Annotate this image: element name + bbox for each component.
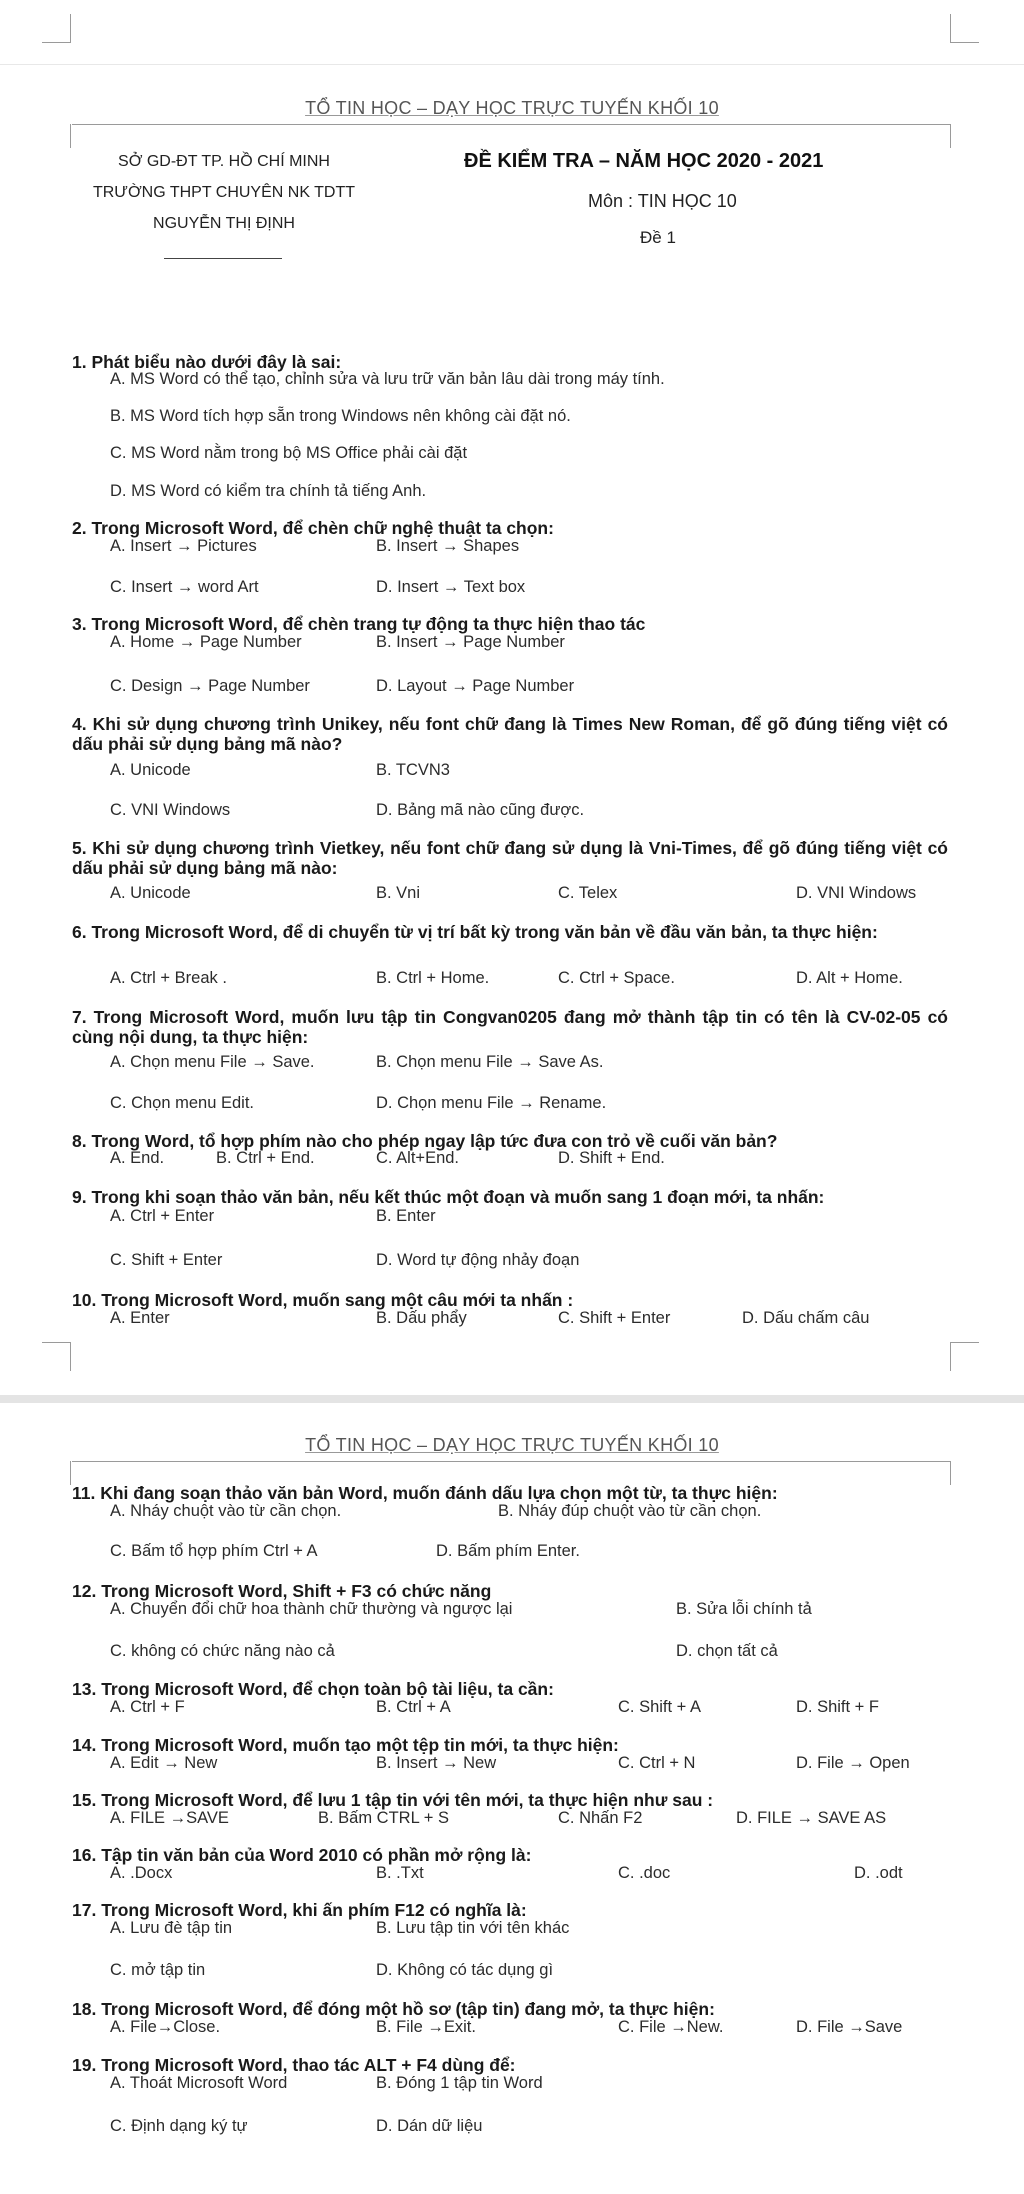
answer-option: C. VNI Windows — [110, 801, 231, 819]
answer-option: D. Không có tác dụng gì — [376, 1961, 554, 1979]
crop-mark — [42, 124, 71, 148]
answer-option: B. Dấu phẩy — [376, 1309, 467, 1327]
exam-title: ĐỀ KIỂM TRA – NĂM HỌC 2020 - 2021 — [464, 150, 824, 172]
running-header: TỔ TIN HỌC – DẠY HỌC TRỰC TUYẾN KHỐI 10 — [305, 1435, 719, 1455]
question: 1. Phát biểu nào dưới đây là sai: — [72, 352, 342, 372]
answer-option: C. .doc — [618, 1864, 671, 1882]
answer-option: A. .Docx — [110, 1864, 173, 1882]
answer-option: B. Enter — [376, 1207, 436, 1225]
answer-option: B. Sửa lỗi chính tả — [676, 1600, 812, 1618]
crop-mark — [950, 1342, 979, 1371]
question: 10. Trong Microsoft Word, muốn sang một câu mới ta nhấn : — [72, 1290, 574, 1310]
crop-mark — [42, 14, 71, 43]
answer-option: A. Ctrl + Enter — [110, 1207, 215, 1225]
answer-option: B. Vni — [376, 884, 421, 902]
answer-option: A. Ctrl + Break . — [110, 969, 227, 987]
answer-option: A. Nháy chuột vào từ cần chọn. — [110, 1502, 342, 1520]
answer-option: B. MS Word tích hợp sẵn trong Windows nên không cài đặt nó. — [110, 407, 571, 425]
crop-mark — [950, 1461, 979, 1485]
answer-option: D. Bảng mã nào cũng được. — [376, 801, 585, 819]
answer-option: A. End. — [110, 1149, 165, 1167]
answer-option: A. Lưu đè tập tin — [110, 1919, 233, 1937]
answer-option: A. Unicode — [110, 884, 191, 902]
answer-option: C. Ctrl + Space. — [558, 969, 675, 987]
answer-option: B. Insert → Shapes — [376, 537, 520, 555]
question: 8. Trong Word, tổ hợp phím nào cho phép ngay lập tức đưa con trỏ về cuối văn bản? — [72, 1131, 778, 1151]
answer-option: D. MS Word có kiểm tra chính tả tiếng Anh. — [110, 482, 427, 500]
answer-option: A. Enter — [110, 1309, 170, 1327]
question: 16. Tập tin văn bản của Word 2010 có phần mở rộng là: — [72, 1845, 532, 1865]
answer-option: D. Bấm phím Enter. — [436, 1542, 580, 1560]
answer-option: D. chọn tất cả — [676, 1642, 778, 1660]
answer-option: B. .Txt — [376, 1864, 424, 1882]
answer-option: A. Ctrl + F — [110, 1698, 185, 1716]
crop-mark — [42, 1461, 71, 1485]
crop-mark — [42, 1342, 71, 1371]
answer-option: C. Shift + A — [618, 1698, 701, 1716]
answer-option: C. Shift + Enter — [110, 1251, 223, 1269]
answer-option: C. Định dạng ký tự — [110, 2117, 248, 2135]
header-rule — [0, 64, 1024, 65]
running-header: TỔ TIN HỌC – DẠY HỌC TRỰC TUYẾN KHỐI 10 — [305, 98, 719, 118]
answer-option: B. Bấm CTRL + S — [318, 1809, 449, 1827]
answer-option: D. File →Save — [796, 2018, 903, 2036]
crop-mark — [950, 14, 979, 43]
question: 9. Trong khi soạn thảo văn bản, nếu kết thúc một đoạn và muốn sang 1 đoạn mới, ta nhấn: — [72, 1187, 825, 1207]
answer-option: D. VNI Windows — [796, 884, 917, 902]
answer-option: C. Shift + Enter — [558, 1309, 671, 1327]
answer-option: D. .odt — [854, 1864, 903, 1882]
question: 15. Trong Microsoft Word, để lưu 1 tập tin với tên mới, ta thực hiện như sau : — [72, 1790, 714, 1810]
answer-option: A. Unicode — [110, 761, 191, 779]
answer-option: C. Chọn menu Edit. — [110, 1094, 254, 1112]
answer-option: B. Đóng 1 tập tin Word — [376, 2074, 543, 2092]
question: 13. Trong Microsoft Word, để chọn toàn bộ tài liệu, ta cần: — [72, 1679, 554, 1699]
answer-option: B. Ctrl + Home. — [376, 969, 490, 987]
question: 18. Trong Microsoft Word, để đóng một hồ sơ (tập tin) đang mở, ta thực hiện: — [72, 1999, 715, 2019]
answer-option: C. Telex — [558, 884, 618, 902]
answer-option: D. File → Open — [796, 1754, 910, 1772]
answer-option: B. Insert → Page Number — [376, 633, 565, 651]
answer-option: B. TCVN3 — [376, 761, 450, 779]
question: 14. Trong Microsoft Word, muốn tạo một tệp tin mới, ta thực hiện: — [72, 1735, 619, 1755]
answer-option: A. MS Word có thể tạo, chỉnh sửa và lưu trữ văn bản lâu dài trong máy tính. — [110, 370, 665, 388]
answer-option: D. Dán dữ liệu — [376, 2117, 483, 2135]
answer-option: B. Insert → New — [376, 1754, 497, 1772]
question: 11. Khi đang soạn thảo văn bản Word, muốn đánh dấu lựa chọn một từ, ta thực hiện: — [72, 1483, 778, 1503]
answer-option: B. File →Exit. — [376, 2018, 476, 2036]
answer-option: C. Nhấn F2 — [558, 1809, 643, 1827]
answer-option: D. Shift + F — [796, 1698, 879, 1716]
answer-option: D. FILE → SAVE AS — [736, 1809, 887, 1827]
answer-option: C. Insert → word Art — [110, 578, 259, 596]
answer-option: C. mở tập tin — [110, 1961, 206, 1979]
answer-option: C. Alt+End. — [376, 1149, 460, 1167]
question: 6. Trong Microsoft Word, để di chuyển từ vị trí bất kỳ trong văn bản về đầu văn bản, ta thực hiện: — [72, 922, 878, 942]
answer-option: A. Thoát Microsoft Word — [110, 2074, 288, 2092]
answer-option: A. File→Close. — [110, 2018, 221, 2036]
document-page-2 — [0, 1403, 1024, 2194]
answer-option: A. Home → Page Number — [110, 633, 302, 651]
question: 5. Khi sử dụng chương trình Vietkey, nếu font chữ đang sử dụng là Vni-Times, để gõ đúng tiếng việt có dấu phải sử dụng bảng mã nào: — [72, 838, 948, 878]
question: 12. Trong Microsoft Word, Shift + F3 có chức năng — [72, 1581, 492, 1601]
question: 3. Trong Microsoft Word, để chèn trang tự động ta thực hiện thao tác — [72, 614, 646, 634]
answer-option: D. Insert → Text box — [376, 578, 526, 596]
question: 7. Trong Microsoft Word, muốn lưu tập tin Congvan0205 đang mở thành tập tin có tên là CV-02-05 có cùng nội dung, ta thực hiện: — [72, 1007, 948, 1047]
answer-option: B. Chọn menu File → Save As. — [376, 1053, 604, 1071]
answer-option: A. Edit → New — [110, 1754, 218, 1772]
answer-option: A. Chuyển đổi chữ hoa thành chữ thường và ngược lại — [110, 1600, 513, 1618]
question: 19. Trong Microsoft Word, thao tác ALT + F4 dùng để: — [72, 2055, 516, 2075]
answer-option: B. Ctrl + A — [376, 1698, 451, 1716]
answer-option: C. MS Word nằm trong bộ MS Office phải cài đặt — [110, 444, 468, 462]
exam-version: Đề 1 — [640, 228, 676, 247]
answer-option: C. Ctrl + N — [618, 1754, 696, 1772]
question: 4. Khi sử dụng chương trình Unikey, nếu font chữ đang là Times New Roman, để gõ đúng tiếng việt có dấu phải sử dụng bảng mã nào? — [72, 714, 948, 754]
department-name: SỞ GD-ĐT TP. HỒ CHÍ MINH — [118, 153, 330, 170]
answer-option: D. Chọn menu File → Rename. — [376, 1094, 607, 1112]
question: 2. Trong Microsoft Word, để chèn chữ nghệ thuật ta chọn: — [72, 518, 554, 538]
answer-option: C. Design → Page Number — [110, 677, 310, 695]
crop-mark — [950, 124, 979, 148]
header-rule — [72, 124, 950, 125]
answer-option: B. Nháy đúp chuột vào từ cần chọn. — [498, 1502, 762, 1520]
answer-option: D. Dấu chấm câu — [742, 1309, 870, 1327]
answer-option: D. Shift + End. — [558, 1149, 665, 1167]
subject: Môn : TIN HỌC 10 — [588, 191, 737, 211]
answer-option: B. Ctrl + End. — [216, 1149, 315, 1167]
answer-option: A. Insert → Pictures — [110, 537, 257, 555]
signature-line — [164, 258, 282, 259]
answer-option: D. Alt + Home. — [796, 969, 903, 987]
answer-option: A. FILE →SAVE — [110, 1809, 229, 1827]
answer-option: B. Lưu tập tin với tên khác — [376, 1919, 570, 1937]
school-name: TRƯỜNG THPT CHUYÊN NK TDTT — [92, 184, 356, 201]
teacher-name: NGUYỄN THỊ ĐỊNH — [153, 215, 295, 232]
question: 17. Trong Microsoft Word, khi ấn phím F12 có nghĩa là: — [72, 1900, 527, 1920]
answer-option: D. Word tự động nhảy đoạn — [376, 1251, 580, 1269]
answer-option: C. không có chức năng nào cả — [110, 1642, 335, 1660]
answer-option: C. Bấm tổ hợp phím Ctrl + A — [110, 1542, 318, 1560]
answer-option: D. Layout → Page Number — [376, 677, 575, 695]
header-rule — [72, 1461, 950, 1462]
answer-option: C. File →New. — [618, 2018, 724, 2036]
answer-option: A. Chọn menu File → Save. — [110, 1053, 315, 1071]
